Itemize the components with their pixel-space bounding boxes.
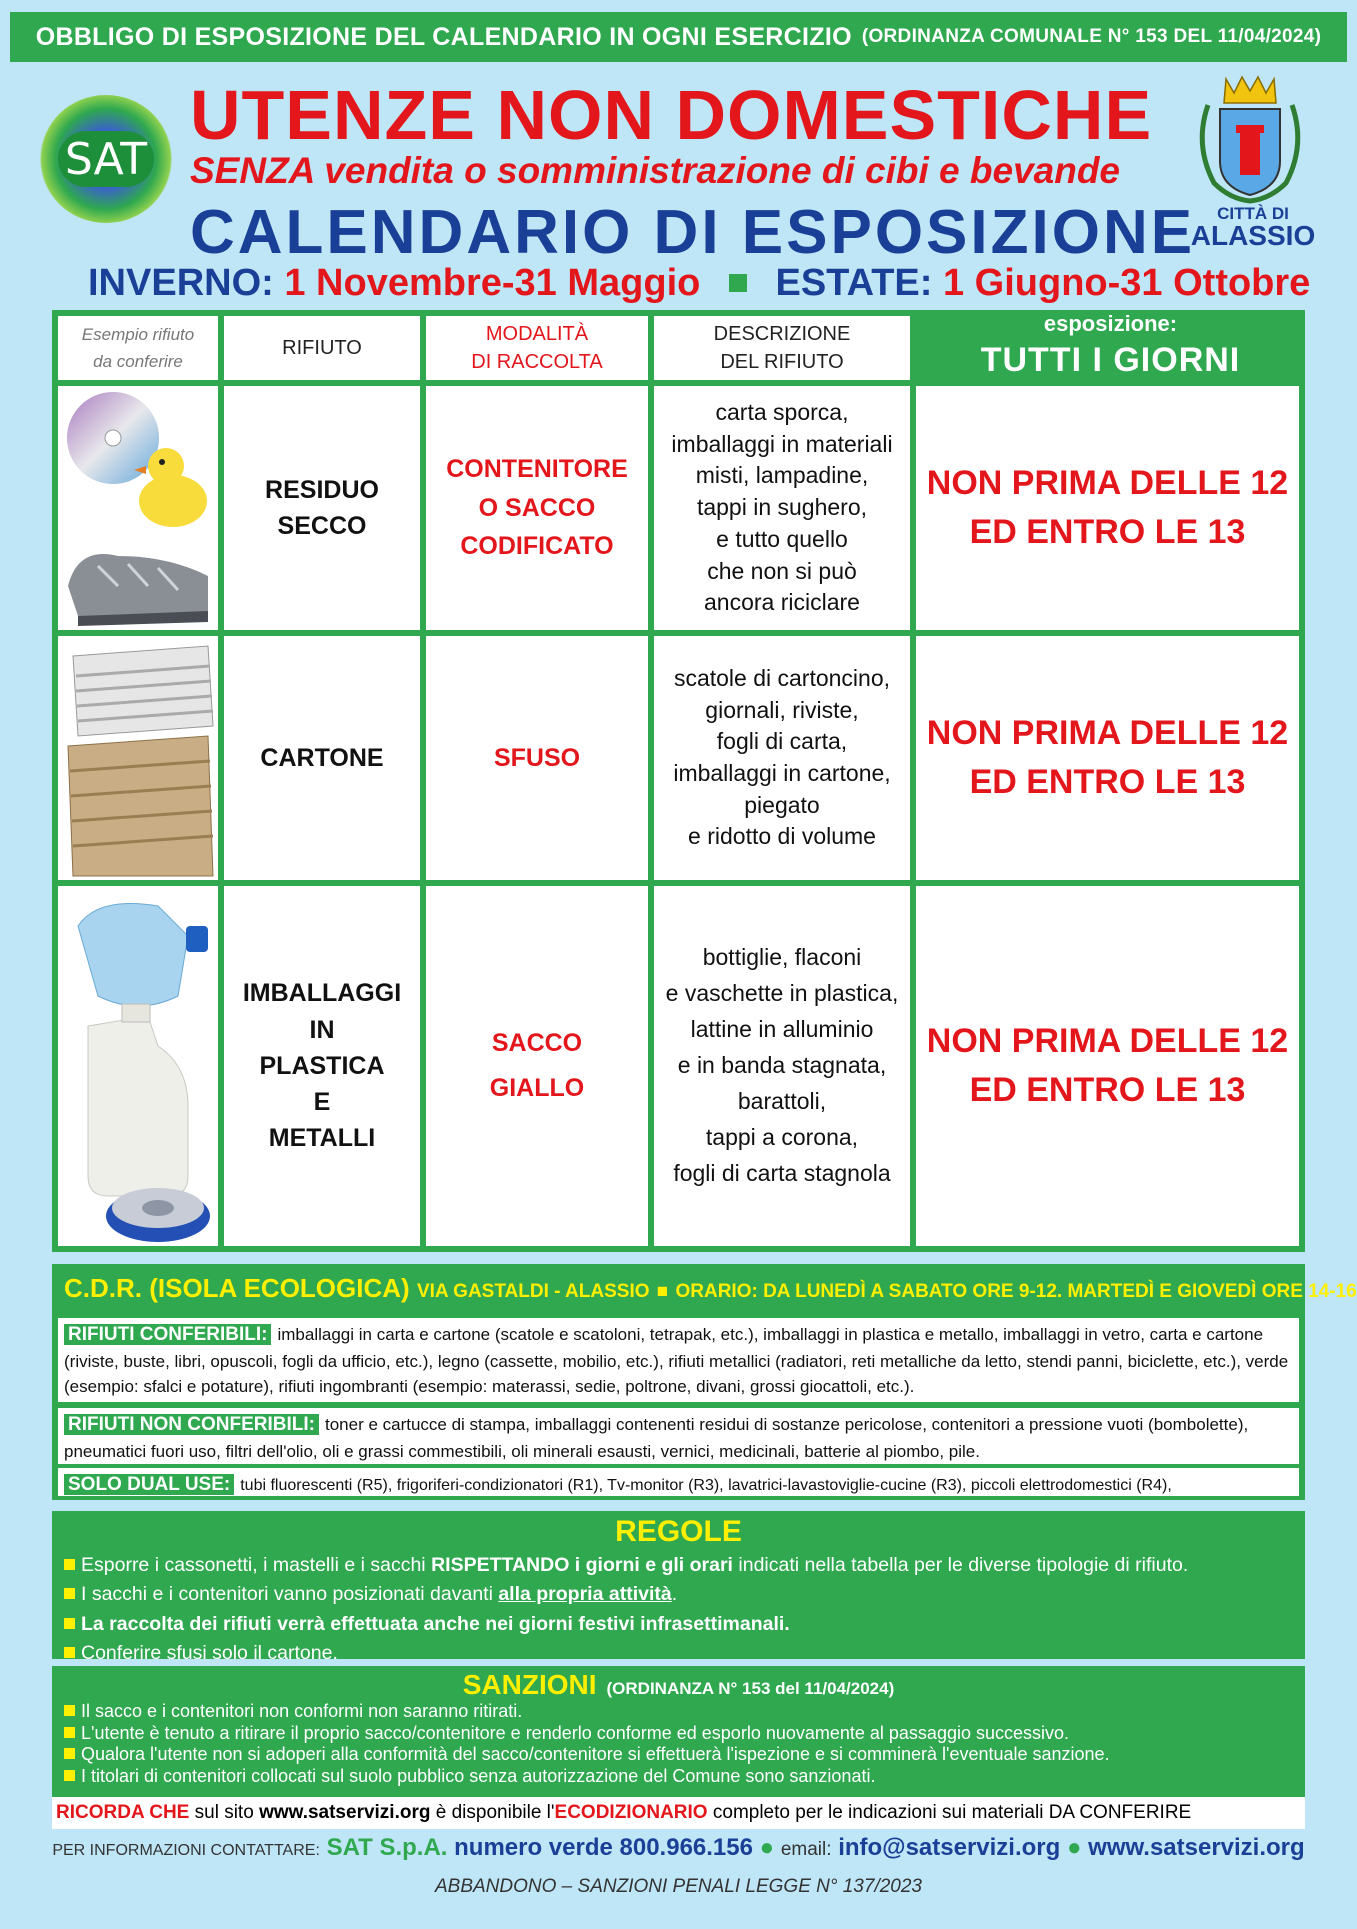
rule-text: .: [671, 1583, 678, 1606]
sanction-item: [64, 1701, 1305, 1723]
header-waste: RIFIUTO: [224, 316, 420, 380]
reminder-text: completo per le indicazioni sui materiali DA CONFERIRE: [707, 1802, 1192, 1823]
desc-line: imballaggi in cartone,: [673, 760, 891, 786]
header-example: [58, 316, 218, 380]
rule-emph: alla propria attività: [498, 1583, 672, 1606]
cdr-title-line: [64, 1273, 1357, 1304]
rule-emph: RISPETTANDO i giorni e gli orari: [431, 1554, 733, 1576]
bullet-square-icon: [64, 1770, 75, 1781]
desc-cartone: [654, 636, 910, 880]
separator-dot-icon: ●: [759, 1834, 775, 1861]
separator-dot-icon: ●: [1066, 1834, 1082, 1861]
mode-plastica: [426, 886, 648, 1246]
header-mode-l2: DI RACCOLTA: [471, 351, 603, 373]
sanction-item: [64, 1744, 1305, 1766]
desc-line: e tutto quello: [716, 525, 848, 552]
cdr-not-allowed-text: toner e cartucce di stampa, imballaggi contenenti residui di sostanze pericolose, contenitori a pressione vuoti (bombolette), pneumatici fuori uso, filtri dell'olio, oli e grassi commestibili, oli minerali esausti, vernici, medicinali, batterie al piombo, pile.: [64, 1415, 1249, 1462]
waste-plastica: [224, 886, 420, 1246]
cdr-title: C.D.R. (ISOLA ECOLOGICA): [64, 1273, 410, 1303]
sat-logo: [40, 95, 172, 223]
cdr-allowed-box: [58, 1318, 1299, 1402]
cdr-dual-use-text: tubi fluorescenti (R5), frigoriferi-condizionatori (R1), Tv-monitor (R3), lavatrici-lavastoviglie-cucine (R3), piccoli elettrodomestici (R4),: [240, 1477, 1172, 1494]
desc-line: tappi a corona,: [705, 1123, 859, 1150]
sanction-text: I titolari di contenitori collocati sul suolo pubblico senza autorizzazione del Comune sono sanzionati.: [81, 1765, 876, 1786]
contact-email-link[interactable]: info@satservizi.org: [838, 1834, 1061, 1861]
sanctions-section: [52, 1666, 1305, 1797]
rules-title: REGOLE: [615, 1515, 742, 1548]
summer-label: ESTATE:: [775, 262, 933, 304]
waste-line: METALLI: [268, 1124, 376, 1153]
time-line: ED ENTRO LE 13: [969, 513, 1246, 551]
subtitle-emph: SENZA: [190, 150, 315, 191]
contact-line: [52, 1834, 1305, 1862]
sanction-text: Il sacco e i contenitori non conformi non saranno ritirati.: [81, 1701, 523, 1721]
newspapers-cardboard-icon: [58, 636, 218, 880]
separator-square-icon: ■: [656, 1281, 669, 1302]
waste-residuo: [224, 386, 420, 630]
seasons-line: [88, 262, 1310, 305]
sanction-item: [64, 1723, 1305, 1745]
header-example-l2: da conferire: [93, 352, 183, 371]
cdr-allowed-label: RIFIUTI CONFERIBILI:: [64, 1324, 271, 1345]
desc-line: ancora riciclare: [704, 589, 860, 616]
desc-line: e ridotto di volume: [688, 823, 876, 850]
time-line: ED ENTRO LE 13: [969, 1071, 1246, 1109]
waste-line: IN: [309, 1015, 335, 1044]
header-example-l1: Esempio rifiuto: [81, 324, 195, 344]
cdr-dual-use-label: SOLO DUAL USE:: [64, 1474, 234, 1495]
desc-line: che non si può: [707, 557, 857, 584]
rules-list: [52, 1547, 1305, 1668]
sanction-item: [64, 1766, 1305, 1788]
separator-square-icon: [729, 274, 747, 292]
waste-line: RESIDUO: [265, 475, 379, 504]
bottle-jug-can-icon: [58, 886, 218, 1246]
rule-text: indicati nella tabella per le diverse tipologie di rifiuto.: [732, 1554, 1189, 1576]
desc-line: scatole di cartoncino,: [673, 664, 891, 691]
collection-table: [52, 310, 1305, 1252]
bullet-square-icon: [64, 1588, 75, 1599]
header-exposure-l2: TUTTI I GIORNI: [980, 340, 1241, 379]
cdr-section: [52, 1264, 1357, 1500]
winter-dates: 1 Novembre-31 Maggio: [284, 262, 701, 304]
cd-duck-shoes-icon: [58, 386, 218, 630]
desc-line: barattoli,: [737, 1087, 827, 1114]
rule-text: La raccolta dei rifiuti verrà effettuata anche nei giorni festivi infrasettimanali.: [81, 1612, 790, 1635]
waste-cartone: CARTONE: [224, 636, 420, 880]
example-image-cartone: [58, 636, 218, 880]
header-mode-l1: MODALITÀ: [485, 323, 589, 345]
bullet-square-icon: [64, 1647, 75, 1658]
mode-line: CODIFICATO: [460, 532, 614, 561]
contact-email-label: email:: [780, 1839, 832, 1860]
mode-residuo: [426, 386, 648, 630]
header-desc-l1: DESCRIZIONE: [713, 323, 851, 345]
winter-label: INVERNO:: [88, 262, 274, 304]
example-image-plastica: [58, 886, 218, 1246]
bullet-square-icon: [64, 1618, 75, 1629]
time-line: NON PRIMA DELLE 12: [926, 463, 1289, 502]
desc-line: e in banda stagnata,: [677, 1052, 887, 1079]
desc-plastica: [654, 886, 910, 1246]
subtitle-rest: vendita o somministrazione di cibi e bevande: [314, 150, 1121, 191]
cdr-dual-use-box: [58, 1468, 1299, 1496]
reminder-lead: RICORDA CHE: [56, 1802, 190, 1823]
mode-cartone: SFUSO: [426, 636, 648, 880]
reminder-site-link[interactable]: www.satservizi.org: [259, 1802, 431, 1823]
rule-text: Esporre i cassonetti, i mastelli e i sacchi: [81, 1554, 432, 1576]
page-subtitle: [190, 150, 1120, 192]
cdr-not-allowed-label: RIFIUTI NON CONFERIBILI:: [64, 1414, 319, 1435]
contact-company: SAT S.p.A.: [326, 1834, 448, 1861]
reminder-text: è disponibile l': [430, 1802, 555, 1823]
time-cartone: [916, 636, 1299, 880]
desc-line: misti, lampadine,: [695, 462, 869, 489]
rule-item: [64, 1610, 1305, 1639]
city-crest-icon: [1190, 65, 1310, 205]
desc-residuo: [654, 386, 910, 630]
reminder-bar: [52, 1797, 1305, 1829]
time-plastica: [916, 886, 1299, 1246]
bullet-square-icon: [64, 1705, 75, 1716]
time-residuo: [916, 386, 1299, 630]
desc-line: e vaschette in plastica,: [665, 980, 899, 1007]
calendar-title: CALENDARIO DI ESPOSIZIONE: [190, 198, 1196, 267]
header-desc-l2: DEL RIFIUTO: [720, 351, 844, 373]
time-line: ED ENTRO LE 13: [969, 763, 1246, 801]
contact-label: PER INFORMAZIONI CONTATTARE:: [52, 1842, 320, 1859]
bullet-square-icon: [64, 1748, 75, 1759]
header-exposure-l1: esposizione:: [1043, 310, 1178, 336]
cdr-allowed-text: imballaggi in carta e cartone (scatole e scatoloni, tetrapak, etc.), imballaggi in plastica e metallo, imballaggi in vetro, carta e cartone (riviste, buste, libri, opuscoli, fogli da ufficio, etc.), legno (cassette, mobilio, etc.), rifiuti metallici (radiatori, reti metalliche da letto, stendi panni, biciclette, etc.), verde (esempio: sfalci e potature), rifiuti ingombranti (esempio: materassi, sedie, poltrone, divani, grossi giocattoli, etc.).: [64, 1325, 1289, 1397]
desc-line: fogli di carta,: [716, 728, 848, 755]
waste-line: IMBALLAGGI: [242, 979, 402, 1008]
reminder-text: sul sito: [189, 1802, 260, 1823]
cdr-hours: ORARIO: DA LUNEDÌ A SABATO ORE 9-12. MARTEDÌ E GIOVEDÌ ORE 14-16: [675, 1281, 1357, 1302]
rule-item: [64, 1551, 1305, 1580]
sanction-text: L'utente è tenuto a ritirare il proprio sacco/contenitore e renderlo conforme ed esporlo nuovamente al passaggio successivo.: [81, 1722, 1070, 1743]
desc-line: imballaggi in materiali: [671, 430, 893, 457]
time-line: NON PRIMA DELLE 12: [926, 713, 1289, 752]
bullet-square-icon: [64, 1727, 75, 1738]
mode-line: GIALLO: [489, 1074, 585, 1102]
desc-line: fogli di carta stagnola: [673, 1159, 891, 1186]
waste-line: PLASTICA: [259, 1051, 385, 1080]
cdr-not-allowed-box: [58, 1408, 1299, 1464]
page-title: UTENZE NON DOMESTICHE: [190, 76, 1153, 154]
desc-line: carta sporca,: [715, 398, 849, 425]
sanctions-title-line: [52, 1666, 1305, 1699]
banner-main-text: OBBLIGO DI ESPOSIZIONE DEL CALENDARIO IN OGNI ESERCIZIO: [35, 22, 852, 51]
mode-line: CONTENITORE: [446, 454, 628, 483]
rule-text: I sacchi e i contenitori vanno posizionati davanti: [81, 1583, 499, 1606]
sanctions-title: SANZIONI: [462, 1669, 597, 1700]
example-image-residuo: [58, 386, 218, 630]
sanctions-ordinance: (ORDINANZA N° 153 del 11/04/2024): [606, 1679, 895, 1698]
contact-phone[interactable]: numero verde 800.966.156: [454, 1834, 753, 1861]
desc-line: bottiglie, flaconi: [702, 944, 862, 971]
waste-line: SECCO: [277, 512, 367, 540]
waste-line: E: [313, 1088, 331, 1117]
summer-dates: 1 Giugno-31 Ottobre: [942, 262, 1311, 304]
mode-line: SACCO: [491, 1029, 583, 1057]
rule-item: [64, 1580, 1305, 1609]
sat-logo-text: SAT: [58, 131, 154, 187]
desc-line: lattine in alluminio: [690, 1016, 874, 1043]
desc-line: giornali, riviste,: [705, 696, 859, 723]
sanction-text: Qualora l'utente non si adoperi alla conformità del sacco/contenitore si effettuerà l'ispezione e si comminerà l'eventuale sanzione.: [81, 1744, 1110, 1765]
city-name: [1188, 205, 1318, 250]
desc-line: piegato: [744, 791, 820, 818]
banner-ordinance: (ORDINANZA COMUNALE N° 153 DEL 11/04/2024): [861, 26, 1322, 47]
city-line2: ALASSIO: [1190, 220, 1316, 251]
mode-line: O SACCO: [478, 493, 596, 522]
header-exposure: [916, 310, 1305, 380]
contact-web-link[interactable]: www.satservizi.org: [1088, 1834, 1305, 1861]
bullet-square-icon: [64, 1559, 75, 1570]
header-mode: [426, 316, 648, 380]
rules-section: [52, 1511, 1305, 1664]
top-banner: [10, 12, 1347, 62]
sanctions-list: [52, 1699, 1305, 1787]
rule-item: [64, 1639, 1305, 1668]
header-description: [654, 316, 910, 380]
reminder-ecodizionario: ECODIZIONARIO: [554, 1802, 708, 1823]
city-line1: CITTÀ DI: [1217, 204, 1289, 223]
rule-text: Conferire sfusi solo il cartone.: [81, 1641, 338, 1664]
time-line: NON PRIMA DELLE 12: [926, 1021, 1289, 1060]
cdr-address: VIA GASTALDI - ALASSIO: [416, 1281, 650, 1302]
desc-line: tappi in sughero,: [696, 494, 868, 521]
footer-note: ABBANDONO – SANZIONI PENALI LEGGE N° 137/2023: [434, 1876, 922, 1897]
